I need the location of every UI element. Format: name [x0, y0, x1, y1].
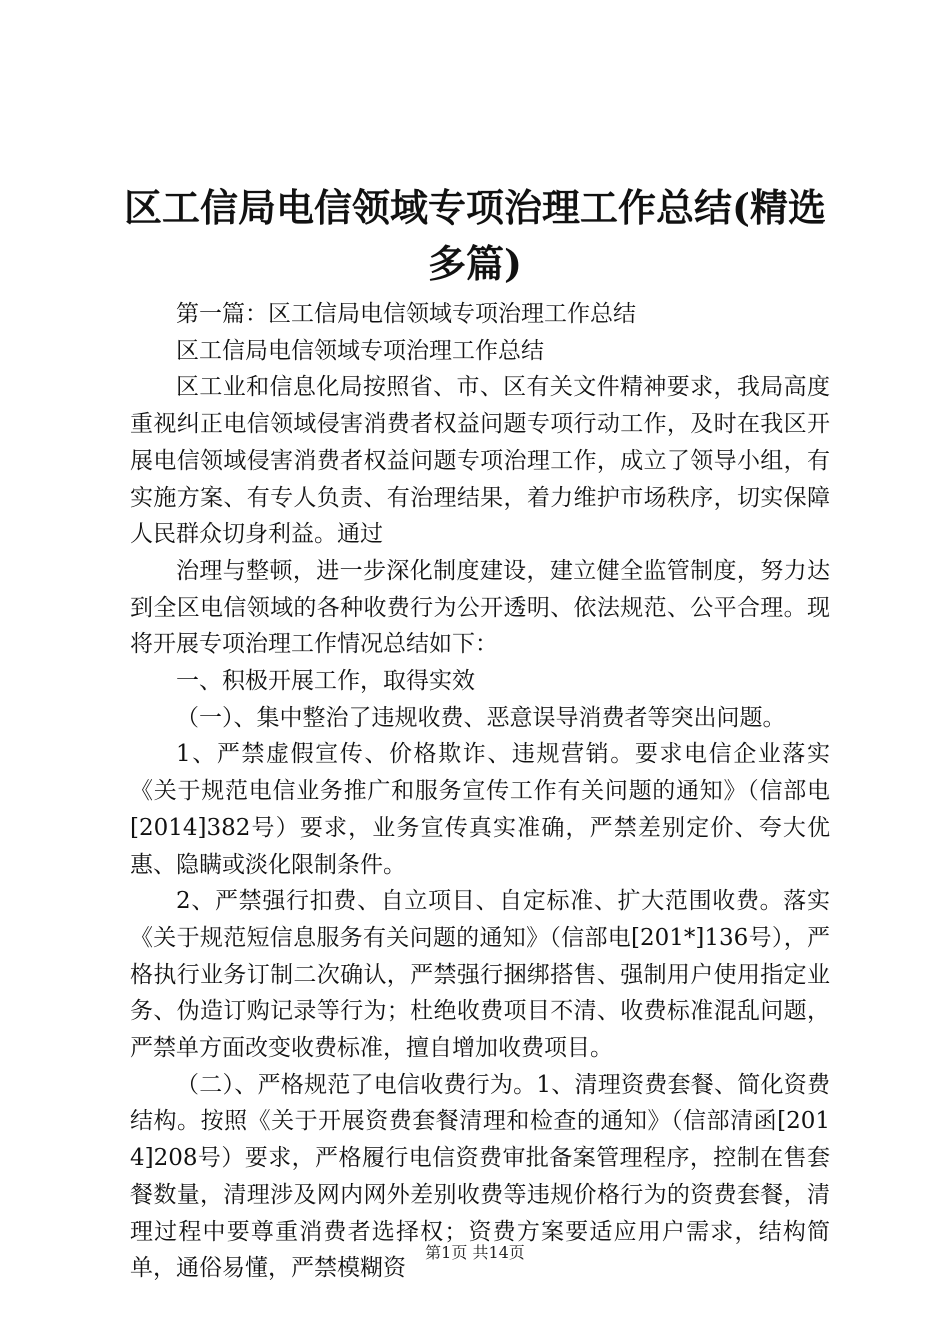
paragraph-item-one: 1、严禁虚假宣传、价格欺诈、违规营销。要求电信企业落实《关于规范电信业务推广和服务宣传工作有关问题的通知》（信部电[2014]382号）要求，业务宣传真实准确，严禁差别定价、夸大优惠、隐瞒或淡化限制条件。 — [130, 741, 830, 878]
paragraph-subsection-one-heading: （一）、集中整治了违规收费、恶意误导消费者等突出问题。 — [176, 704, 786, 731]
paragraph-heading-part-one: 第一篇：区工信局电信领域专项治理工作总结 — [176, 301, 636, 327]
paragraph-subsection-two: （二）、严格规范了电信收费行为。1、清理资费套餐、简化资费结构。按照《关于开展资费套餐清理和检查的通知》（信部清函[2014]208号）要求，严格履行电信资费审批备案管理程序，控制在售套餐数量，清理涉及网内网外差别收费等违规价格行为的资费套餐，清理过程中要尊重消费者选择权；资费方案要适应用户需求，结构简单，通俗易懂，严禁模糊资 — [130, 1071, 830, 1282]
paragraph-subtitle: 区工信局电信领域专项治理工作总结 — [176, 337, 544, 364]
page-title: 区工信局电信领域专项治理工作总结(精选多篇) — [124, 185, 826, 286]
paragraph-item-two: 2、严禁强行扣费、自立项目、自定标准、扩大范围收费。落实《关于规范短信息服务有关问题的通知》（信部电[201*]136号），严格执行业务订制二次确认，严禁强行捆绑搭售、强制用户使用指定业务、伪造订购记录等行为；杜绝收费项目不清、收费标准混乱问题，严禁单方面改变收费标准，擅自增加收费项目。 — [130, 888, 830, 1062]
paragraph-intro: 区工业和信息化局按照省、市、区有关文件精神要求，我局高度重视纠正电信领域侵害消费者权益问题专项行动工作，及时在我区开展电信领域侵害消费者权益问题专项治理工作，成立了领导小组，有实施方案、有专人负责、有治理结果，着力维护市场秩序，切实保障人民群众切身利益。通过 — [130, 374, 830, 548]
paragraph-summary: 治理与整顿，进一步深化制度建设，建立健全监管制度，努力达到全区电信领域的各种收费行为公开透明、依法规范、公平合理。现将开展专项治理工作情况总结如下： — [130, 557, 830, 658]
document-body — [130, 296, 830, 1287]
paragraph-section-one-heading: 一、积极开展工作，取得实效 — [176, 668, 475, 695]
page-indicator: 第1页 共14页 — [425, 1243, 525, 1262]
